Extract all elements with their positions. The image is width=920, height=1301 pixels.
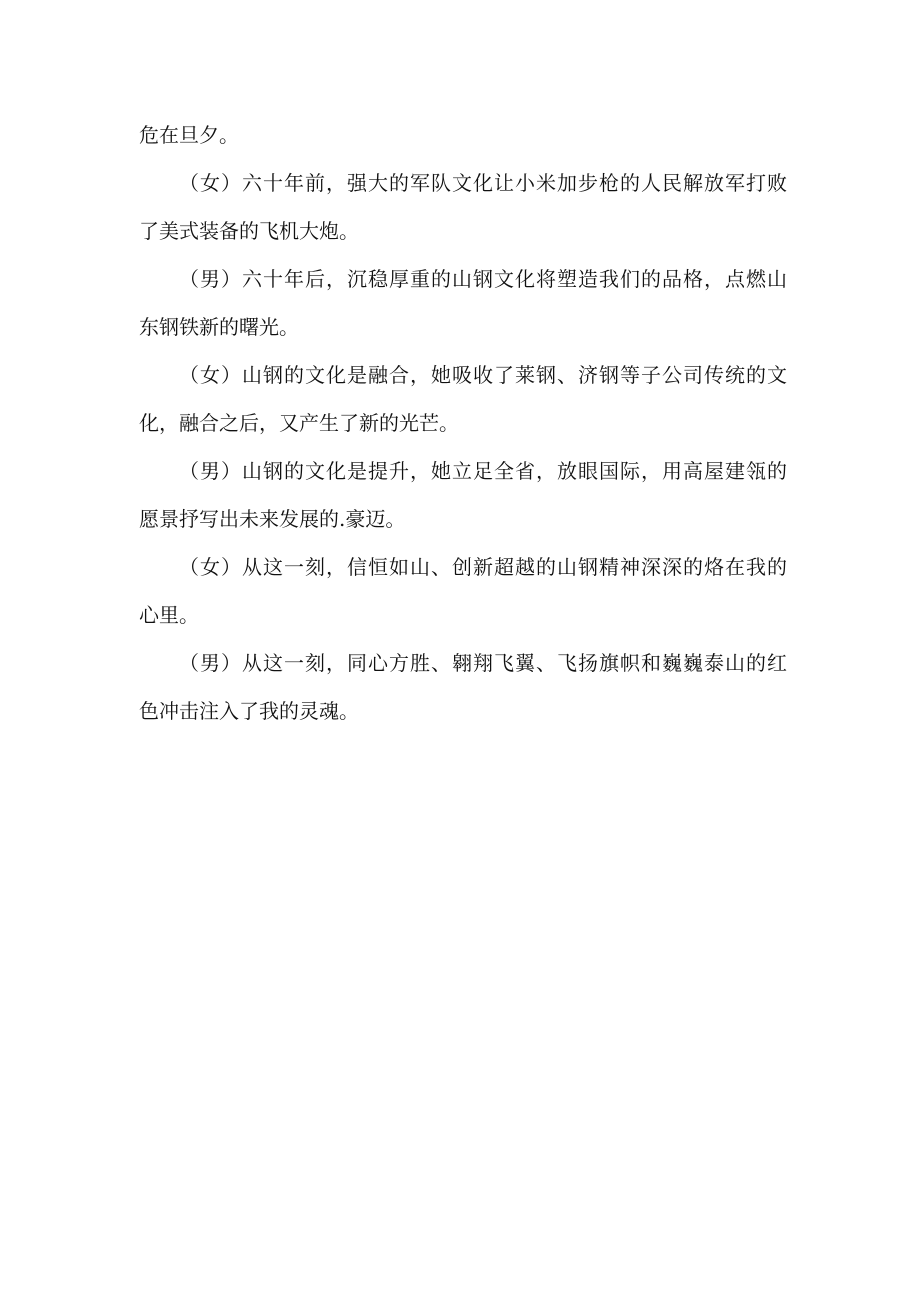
text-line: 危在旦夕。	[139, 123, 239, 147]
text-line: （男）从这一刻，同心方胜、翱翔飞翼、飞扬旗帜和巍巍泰山的红	[179, 651, 787, 675]
text-line: （女）从这一刻，信恒如山、创新超越的山钢精神深深的烙在我的	[179, 555, 787, 579]
text-line: 化，融合之后，又产生了新的光芒。	[139, 411, 459, 435]
text-line: （男）山钢的文化是提升，她立足全省，放眼国际，用高屋建瓴的	[179, 459, 787, 483]
text-line: （男）六十年后，沉稳厚重的山钢文化将塑造我们的品格，点燃山	[179, 267, 787, 291]
document-body	[139, 111, 787, 735]
text-line: 愿景抒写出未来发展的.豪迈。	[139, 507, 406, 531]
text-line: （女）六十年前，强大的军队文化让小米加步枪的人民解放军打败	[179, 171, 787, 195]
text-line: 东钢铁新的曙光。	[139, 315, 299, 339]
text-line: 了美式装备的飞机大炮。	[139, 219, 359, 243]
text-line: （女）山钢的文化是融合，她吸收了莱钢、济钢等子公司传统的文	[179, 363, 787, 387]
text-line: 心里。	[139, 603, 199, 627]
text-line: 色冲击注入了我的灵魂。	[139, 699, 359, 723]
